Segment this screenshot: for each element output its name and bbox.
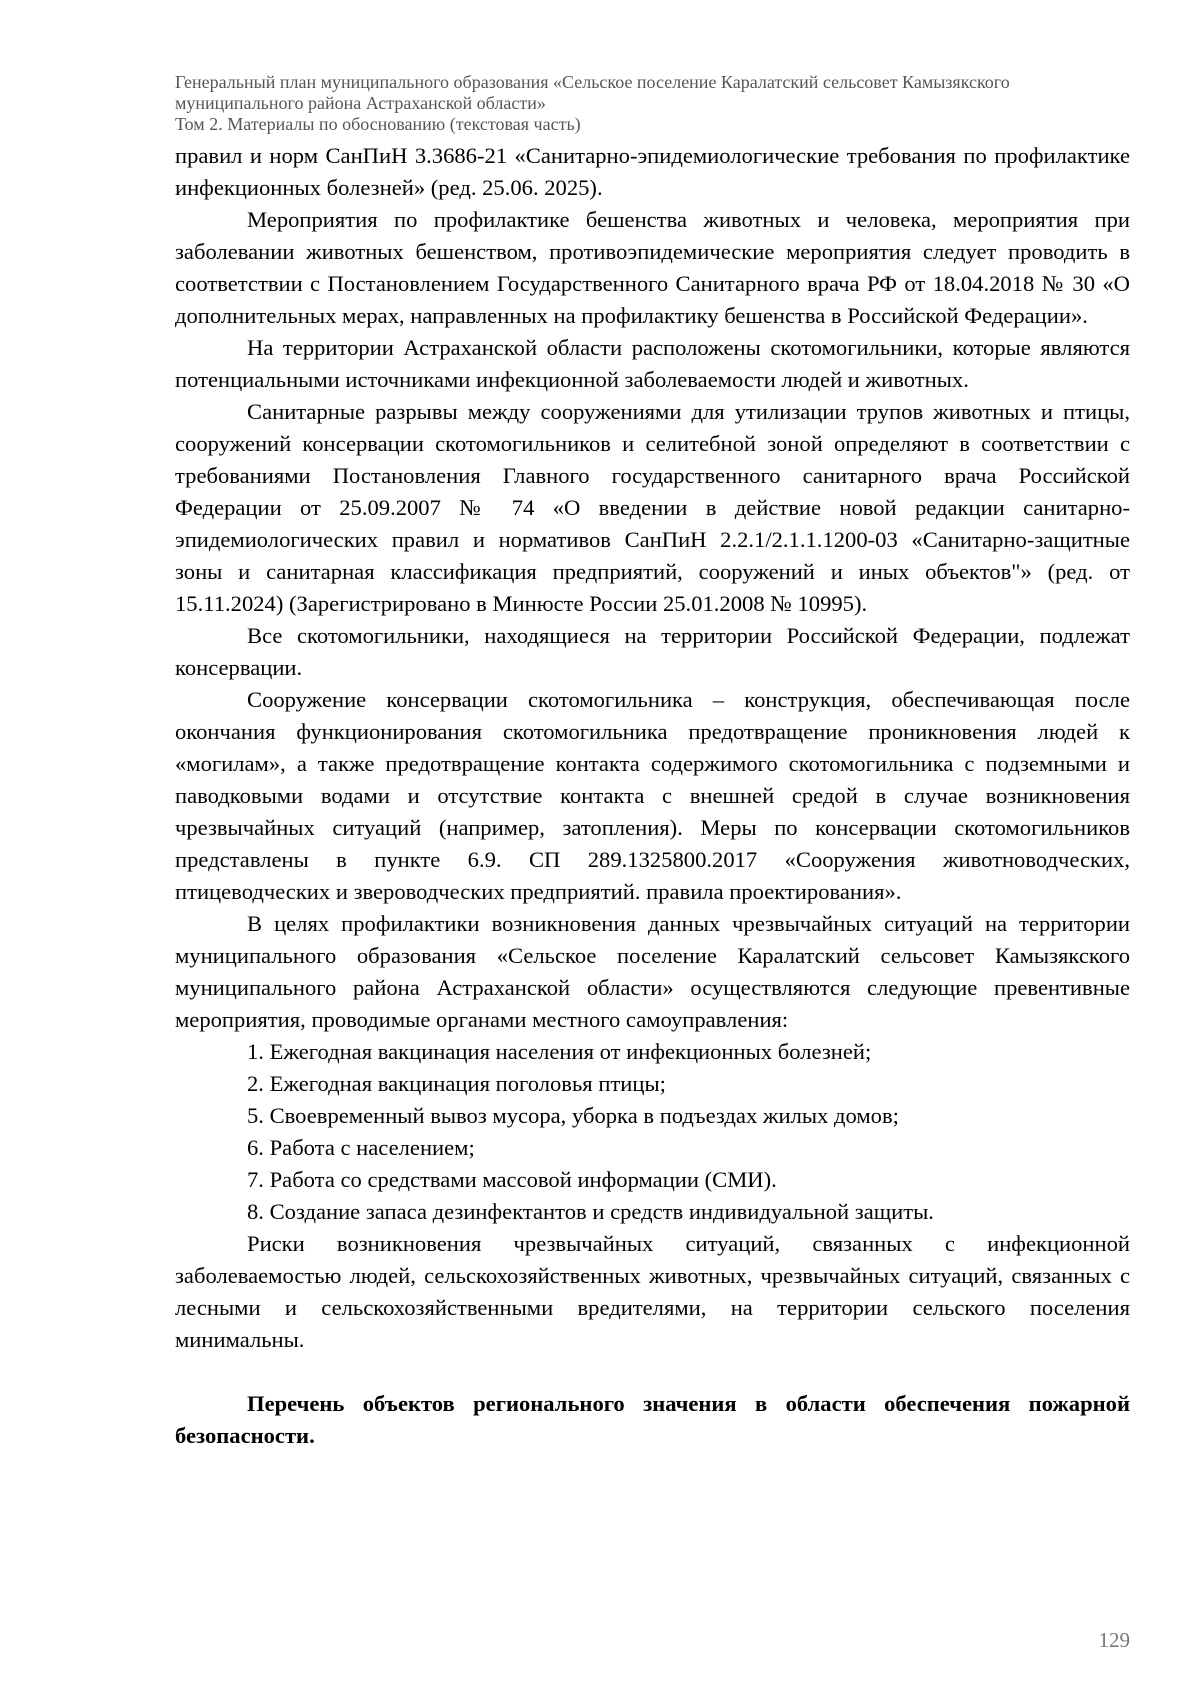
header-line-3: Том 2. Материалы по обоснованию (текстовая часть) — [175, 114, 581, 134]
list-item: 6. Работа с населением; — [247, 1135, 475, 1160]
list-item: 8. Создание запаса дезинфектантов и средств индивидуальной защиты. — [247, 1199, 934, 1224]
page-number: 129 — [1098, 1628, 1130, 1652]
header-line-1: Генеральный план муниципального образования «Сельское поселение Каралатский сельсовет Камызякского — [175, 72, 1010, 92]
paragraph-conservation-required: Все скотомогильники, находящиеся на территории Российской Федерации, подлежат консервации. — [175, 623, 1130, 680]
list-item: 2. Ежегодная вакцинация поголовья птицы; — [247, 1071, 666, 1096]
paragraph-preventive-measures: В целях профилактики возникновения данных чрезвычайных ситуаций на территории муниципального образования «Сельское поселение Каралатский сельсовет Камызякского муниципального района Астраханской области» осуществляются следующие превентивные мероприятия, проводимые органами местного самоуправления: — [175, 911, 1130, 1032]
paragraph-rabies-measures: Мероприятия по профилактике бешенства животных и человека, мероприятия при заболевании животных бешенством, противоэпидемические мероприятия следует проводить в соответствии с Постановлением Государственного Санитарного врача РФ от 18.04.2018 № 30 «О дополнительных мерах, направленных на профилактику бешенства в Российской Федерации». — [175, 207, 1130, 328]
paragraph-risks: Риски возникновения чрезвычайных ситуаций, связанных с инфекционной заболеваемостью людей, сельскохозяйственных животных, чрезвычайных ситуаций, связанных с лесными и сельскохозяйственными вредителями, на территории сельского поселения минимальны. — [175, 1231, 1130, 1352]
list-item: 7. Работа со средствами массовой информации (СМИ). — [247, 1167, 777, 1192]
page-header — [175, 72, 1130, 135]
list-item: 5. Своевременный вывоз мусора, уборка в подъездах жилых домов; — [247, 1103, 899, 1128]
paragraph-sanitary-gaps: Санитарные разрывы между сооружениями для утилизации трупов животных и птицы, сооружений консервации скотомогильников и селитебной зоной определяют в соответствии с требованиями Постановления Главного государственного санитарного врача Российской Федерации от 25.09.2007 № 74 «О введении в действие новой редакции санитарно-эпидемиологических правил и нормативов СанПиН 2.2.1/2.1.1.1200-03 «Санитарно-защитные зоны и санитарная классификация предприятий, сооружений и иных объектов"» (ред. от 15.11.2024) (Зарегистрировано в Минюсте России 25.01.2008 № 10995). — [175, 399, 1130, 616]
paragraph-sanpin-continuation: правил и норм СанПиН 3.3686-21 «Санитарно-эпидемиологические требования по профилактике инфекционных болезней» (ред. 25.06. 2025). — [175, 143, 1130, 200]
paragraph-conservation-structure: Сооружение консервации скотомогильника – конструкция, обеспечивающая после окончания функционирования скотомогильника предотвращение проникновения людей к «могилам», а также предотвращение контакта содержимого скотомогильника с подземными и паводковыми водами и отсутствие контакта с внешней средой в случае возникновения чрезвычайных ситуаций (например, затопления). Меры по консервации скотомогильников представлены в пункте 6.9. СП 289.1325800.2017 «Сооружения животноводческих, птицеводческих и звероводческих предприятий. правила проектирования». — [175, 687, 1130, 904]
list-item: 1. Ежегодная вакцинация населения от инфекционных болезней; — [247, 1039, 872, 1064]
document-body — [175, 140, 1130, 1452]
section-heading: Перечень объектов регионального значения в области обеспечения пожарной безопасности. — [175, 1391, 1130, 1448]
header-line-2: муниципального района Астраханской области» — [175, 93, 546, 113]
paragraph-cattle-burial-grounds: На территории Астраханской области расположены скотомогильники, которые являются потенциальными источниками инфекционной заболеваемости людей и животных. — [175, 335, 1130, 392]
